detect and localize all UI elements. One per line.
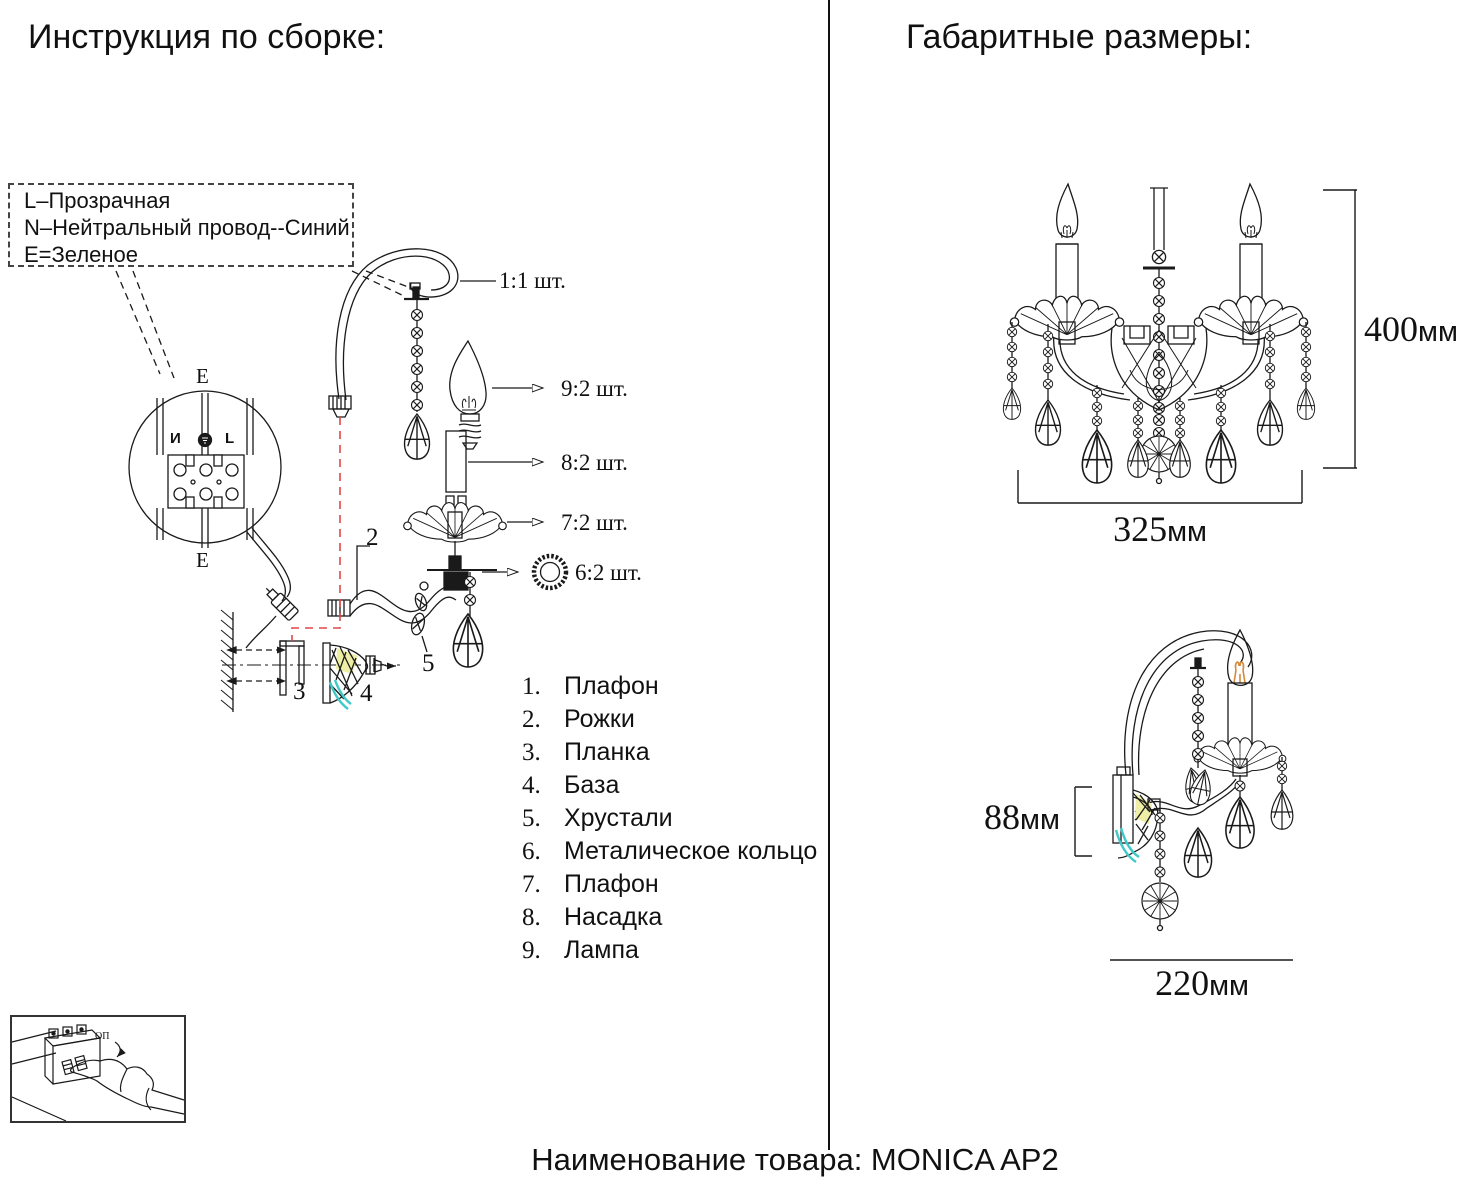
callout-part8: 8:2 шт. — [561, 450, 628, 475]
plug-icon — [261, 583, 298, 620]
part-name: Металическое кольцо — [564, 837, 818, 865]
callout-part7: 7:2 шт. — [561, 510, 628, 535]
parts-list-item — [522, 837, 817, 870]
part-number: 2. — [522, 706, 541, 733]
terminal-detail-circle — [129, 391, 290, 601]
terminal-bottom-label: E — [196, 548, 209, 572]
part-number: 4. — [522, 772, 541, 799]
dimension-side-width: 220мм — [1155, 963, 1249, 1003]
wall-mount — [221, 610, 400, 712]
parts-list-item — [522, 705, 817, 738]
part-name: Хрустали — [564, 804, 673, 832]
assembly-diagram — [116, 249, 566, 712]
parts-list — [522, 672, 817, 969]
bulb-part — [450, 341, 486, 449]
legend-line-e: E=Зеленое — [24, 242, 139, 267]
terminal-line-label: L — [225, 430, 235, 447]
part-name: Насадка — [564, 903, 663, 931]
callout-part6: 6:2 шт. — [575, 560, 642, 585]
bobeche-part — [404, 496, 507, 542]
part-number: 3. — [522, 739, 541, 766]
wire-routing-red — [292, 417, 340, 641]
right-section-title: Габаритные размеры: — [906, 18, 1253, 56]
part-name: Планка — [564, 738, 650, 766]
part-label-5: 5 — [422, 650, 435, 677]
part-number: 7. — [522, 871, 541, 898]
part-name: Плафон — [564, 672, 659, 700]
part-name: Рожки — [564, 705, 635, 733]
part-number: 9. — [522, 937, 541, 964]
part-number: 1. — [522, 673, 541, 700]
side-view — [1113, 630, 1293, 931]
breaker-off-label: ОП — [95, 1031, 110, 1042]
dimension-width: 325мм — [1113, 509, 1207, 549]
part-number: 8. — [522, 904, 541, 931]
parts-list-item — [522, 936, 817, 969]
sleeve-part — [446, 431, 466, 492]
front-view — [1003, 184, 1314, 484]
section-divider — [828, 0, 830, 1150]
part-number: 6. — [522, 838, 541, 865]
metal-ring-part — [534, 556, 566, 588]
terminal-neutral-label: И — [170, 430, 181, 447]
parts-list-item — [522, 771, 817, 804]
earth-icon — [199, 434, 212, 447]
parts-list-item — [522, 903, 817, 936]
part-name: База — [564, 771, 620, 799]
legend-line-n: N–Нейтральный провод--Синий — [24, 215, 350, 240]
parts-list-item — [522, 870, 817, 903]
part-label-4: 4 — [360, 680, 373, 707]
side-base — [1116, 790, 1178, 931]
parts-list-item — [522, 804, 817, 837]
part-number: 5. — [522, 805, 541, 832]
left-section-title: Инструкция по сборке: — [28, 18, 386, 56]
dimension-depth: 88мм — [984, 797, 1060, 837]
parts-list-item — [522, 672, 817, 705]
dimension-height: 400мм — [1364, 309, 1458, 349]
product-name-caption: Наименование товара: MONICA AP2 — [531, 1142, 1059, 1177]
lower-arm — [328, 546, 458, 652]
wire-color-legend — [8, 183, 354, 267]
part-name: Лампа — [564, 936, 639, 964]
upper-arm — [329, 249, 458, 459]
callout-part1: 1:1 шт. — [499, 268, 566, 293]
part-name: Плафон — [564, 870, 659, 898]
parts-list-item — [522, 738, 817, 771]
callout-part9: 9:2 шт. — [561, 376, 628, 401]
part-label-2: 2 — [366, 524, 379, 551]
terminal-top-label: E — [196, 364, 209, 388]
legend-line-l: L–Прозрачная — [24, 188, 171, 213]
part-label-3: 3 — [293, 678, 306, 705]
